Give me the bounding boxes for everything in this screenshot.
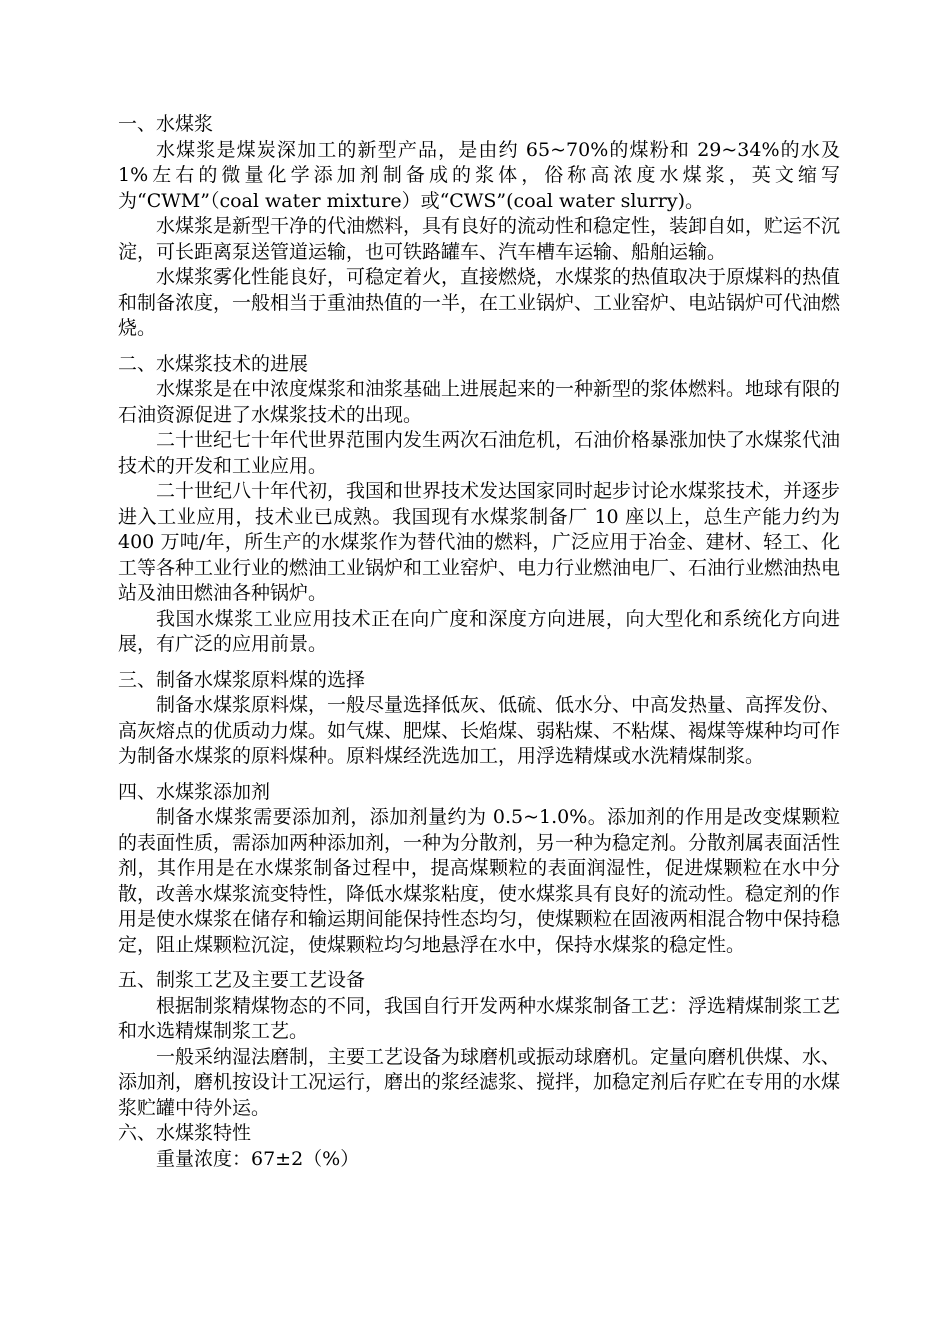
paragraph: 根据制浆精煤物态的不同，我国自行开发两种水煤浆制备工艺：浮选精煤制浆工艺和水选精煤制浆工艺。 [118,994,841,1042]
section-heading: 五、制浆工艺及主要工艺设备 [118,969,366,991]
paragraph: 水煤浆是煤炭深加工的新型产品，是由约 65~70%的煤粉和 29~34%的水及 1%左右的微量化学添加剂制备成的浆体，俗称高浓度水煤浆，英文缩写为“CWM”（coal water mixture）或“CWS”(coal water slurry)。 [118,138,840,212]
document-page [118,112,840,1172]
section-heading: 四、水煤浆添加剂 [118,780,271,803]
section-raw-coal-selection [118,668,840,770]
section-process-equipment [118,968,840,1121]
section-heading: 六、水煤浆特性 [118,1122,252,1144]
paragraph: 重量浓度：67±2（%） [156,1147,360,1170]
section-cws-intro [118,112,840,342]
paragraph: 二十世纪七十年代世界范围内发生两次石油危机，石油价格暴涨加快了水煤浆代油技术的开发和工业应用。 [118,429,841,477]
section-cws-properties [118,1121,840,1172]
section-heading: 三、制备水煤浆原料煤的选择 [118,668,366,691]
section-heading: 一、水煤浆 [118,113,214,135]
paragraph: 水煤浆雾化性能良好，可稳定着火，直接燃烧，水煤浆的热值取决于原煤料的热值和制备浓度，一般相当于重油热值的一半，在工业锅炉、工业窑炉、电站锅炉可代油燃烧。 [118,266,841,339]
paragraph: 我国水煤浆工业应用技术正在向广度和深度方向进展，向大型化和系统化方向进展，有广泛的应用前景。 [118,607,840,655]
section-heading: 二、水煤浆技术的进展 [118,352,309,375]
paragraph: 二十世纪八十年代初，我国和世界技术发达国家同时起步讨论水煤浆技术，并逐步进入工业应用，技术业已成熟。我国现有水煤浆制备厂 10 座以上，总生产能力约为 400 万吨/年，所生产的水煤浆作为替代油的燃料，广泛应用于冶金、建材、轻工、化工等各种工业行业的燃油工业锅炉和工业窑炉、电力行业燃油电厂、石油行业燃油热电站及油田燃油各种锅炉。 [118,480,841,604]
paragraph: 一般采纳湿法磨制，主要工艺设备为球磨机或振动球磨机。定量向磨机供煤、水、添加剂，磨机按设计工况运行，磨出的浆经滤浆、搅拌，加稳定剂后存贮在专用的水煤浆贮罐中待外运。 [118,1045,841,1119]
paragraph: 水煤浆是在中浓度煤浆和油浆基础上进展起来的一种新型的浆体燃料。地球有限的石油资源促进了水煤浆技术的出现。 [118,378,841,426]
paragraph: 制备水煤浆原料煤，一般尽量选择低灰、低硫、低水分、中高发热量、高挥发份、高灰熔点的优质动力煤。如气煤、肥煤、长焰煤、弱粘煤、不粘煤、褐煤等煤种均可作为制备水煤浆的原料煤种。原料煤经洗选加工，用浮选精煤或水洗精煤制浆。 [118,694,841,767]
section-technology-progress [118,352,840,658]
paragraph: 制备水煤浆需要添加剂，添加剂量约为 0.5~1.0%。添加剂的作用是改变煤颗粒的表面性质，需添加两种添加剂，一种为分散剂，另一种为稳定剂。分散剂属表面活性剂，其作用是在水煤浆制备过程中，提高煤颗粒的表面润湿性，促进煤颗粒在水中分散，改善水煤浆流变特性，降低水煤浆粘度，使水煤浆具有良好的流动性。稳定剂的作用是使水煤浆在储存和输运期间能保持性态均匀，使煤颗粒在固液两相混合物中保持稳定，阻止煤颗粒沉淀，使煤颗粒均匀地悬浮在水中，保持水煤浆的稳定性。 [118,806,841,956]
paragraph: 水煤浆是新型干净的代油燃料，具有良好的流动性和稳定性，装卸自如，贮运不沉淀，可长距离泵送管道运输，也可铁路罐车、汽车槽车运输、船舶运输。 [118,215,841,263]
section-additives [118,780,840,959]
